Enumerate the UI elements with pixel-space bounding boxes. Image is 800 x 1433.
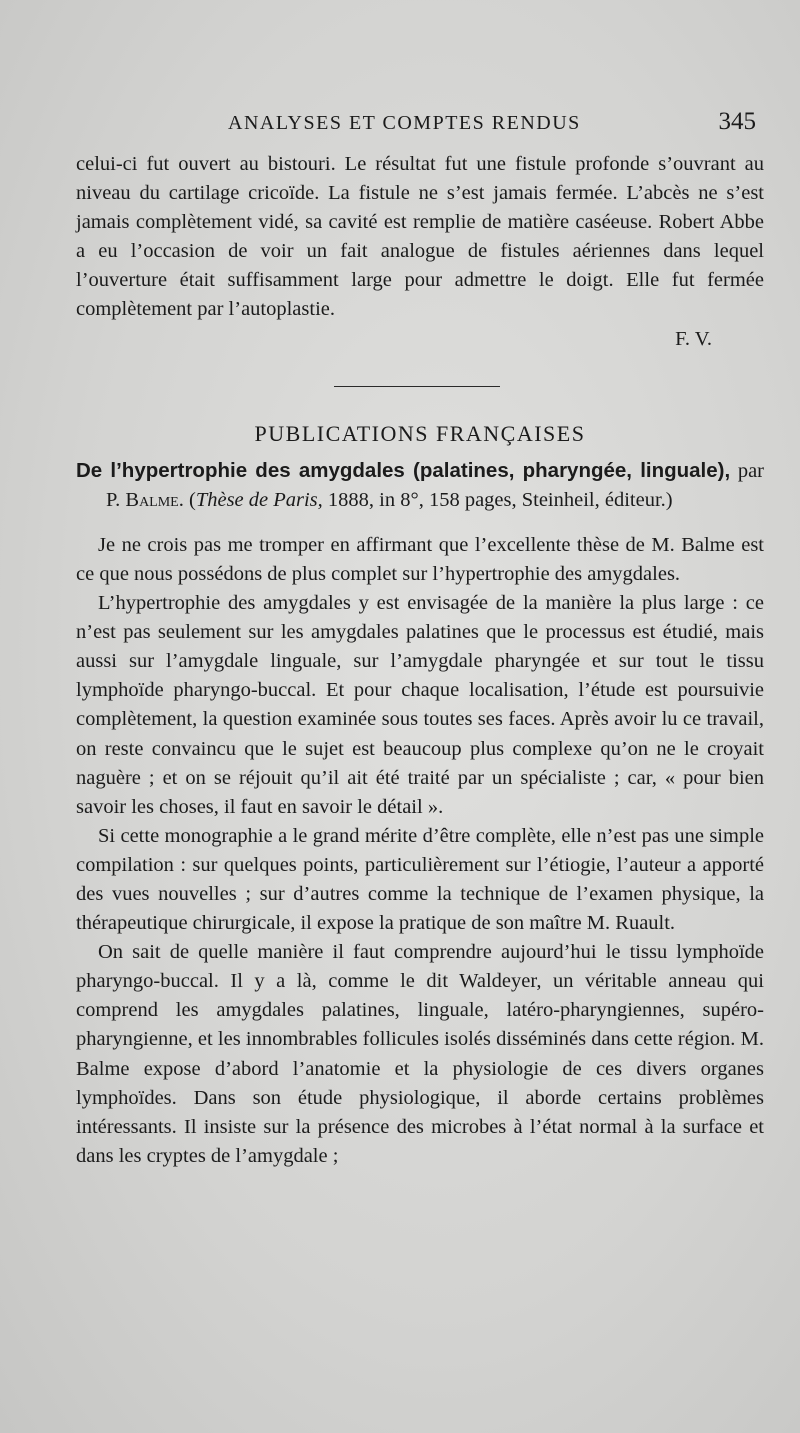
review-signature: F. V. bbox=[675, 327, 712, 350]
separator-rule bbox=[334, 386, 500, 387]
book-author-prefix: par P. bbox=[106, 459, 765, 511]
running-header bbox=[76, 108, 756, 142]
publication-open: ( bbox=[188, 488, 196, 511]
section-title: PUBLICATIONS FRANÇAISES bbox=[254, 420, 586, 446]
book-details: 1888, in 8°, 158 pages, Steinheil, éditeur.) bbox=[327, 488, 673, 511]
review-paragraph: On sait de quelle manière il faut comprendre aujourd’hui le tissu lymphoïde pharyngo-buccal. Il y a là, comme le dit Waldeyer, un véritable anneau qui comprend les amygdales palatines, linguale, latéro-pharyngiennes, supéro-pharyngienne, et les innombrables follicules isolés disséminés dans cette région. M. Balme expose d’abord l’anatomie et la physiologie de ces divers organes lymphoïdes. Dans son étude physiologique, il aborde certains problèmes intéressants. Il insiste sur la présence des microbes à l’état normal à la surface et dans les cryptes de l’amygdale ; bbox=[76, 941, 764, 1167]
review-paragraph: L’hypertrophie des amygdales y est envisagée de la manière la plus large : ce n’est pas seulement sur les amygdales palatines que le processus est étudié, mais aussi sur l’amygdale linguale, sur l’amygdale pharyngée et sur tout le tissu lymphoïde pharyngo-buccal. Et pour chaque localisation, l’étude est poursuivie complètement, la question examinée sous toutes ses faces. Après avoir lu ce travail, on reste convaincu que le sujet est beaucoup plus complexe qu’on ne le croyait naguère ; et on se réjouit qu’il ait été traité par un spécialiste ; car, « pour bien savoir les choses, il faut en savoir le détail ». bbox=[76, 592, 764, 818]
running-title: ANALYSES ET COMPTES RENDUS bbox=[228, 112, 581, 134]
book-author-name: Balme. bbox=[125, 488, 184, 511]
continuation-paragraph: celui-ci fut ouvert au bistouri. Le résultat fut une fistule profonde s’ouvrant au niveau du cartilage cricoïde. La fistule ne s’est jamais fermée. L’abcès ne s’est jamais complètement vidé, sa cavité est remplie de matière caséeuse. Robert Abbe a eu l’occasion de voir un fait analogue de fistules aériennes dans lequel l’ouverture était suffisamment large pour admettre le doigt. Elle fut fermée complètement par l’autoplastie. bbox=[76, 153, 764, 321]
page-number: 345 bbox=[718, 108, 756, 135]
separator-area bbox=[76, 354, 764, 412]
book-publication: Thèse de Paris, bbox=[195, 488, 323, 511]
review-paragraph: Si cette monographie a le grand mérite d’être complète, elle n’est pas une simple compilation : sur quelques points, particulièrement sur l’étiogie, l’auteur a apporté des vues nouvelles ; sur d’autres comme la technique de l’examen physique, la thérapeutique chirurgicale, il expose la pratique de son maître M. Ruault. bbox=[76, 824, 764, 935]
page-body bbox=[76, 150, 764, 1171]
book-title: De l’hypertrophie des amygdales (palatines, pharyngée, linguale), bbox=[76, 458, 731, 482]
book-reference bbox=[76, 456, 764, 515]
review-paragraph: Je ne crois pas me tromper en affirmant que l’excellente thèse de M. Balme est ce que nous possédons de plus complet sur l’hypertrophie des amygdales. bbox=[76, 533, 764, 585]
spacer bbox=[76, 515, 764, 531]
